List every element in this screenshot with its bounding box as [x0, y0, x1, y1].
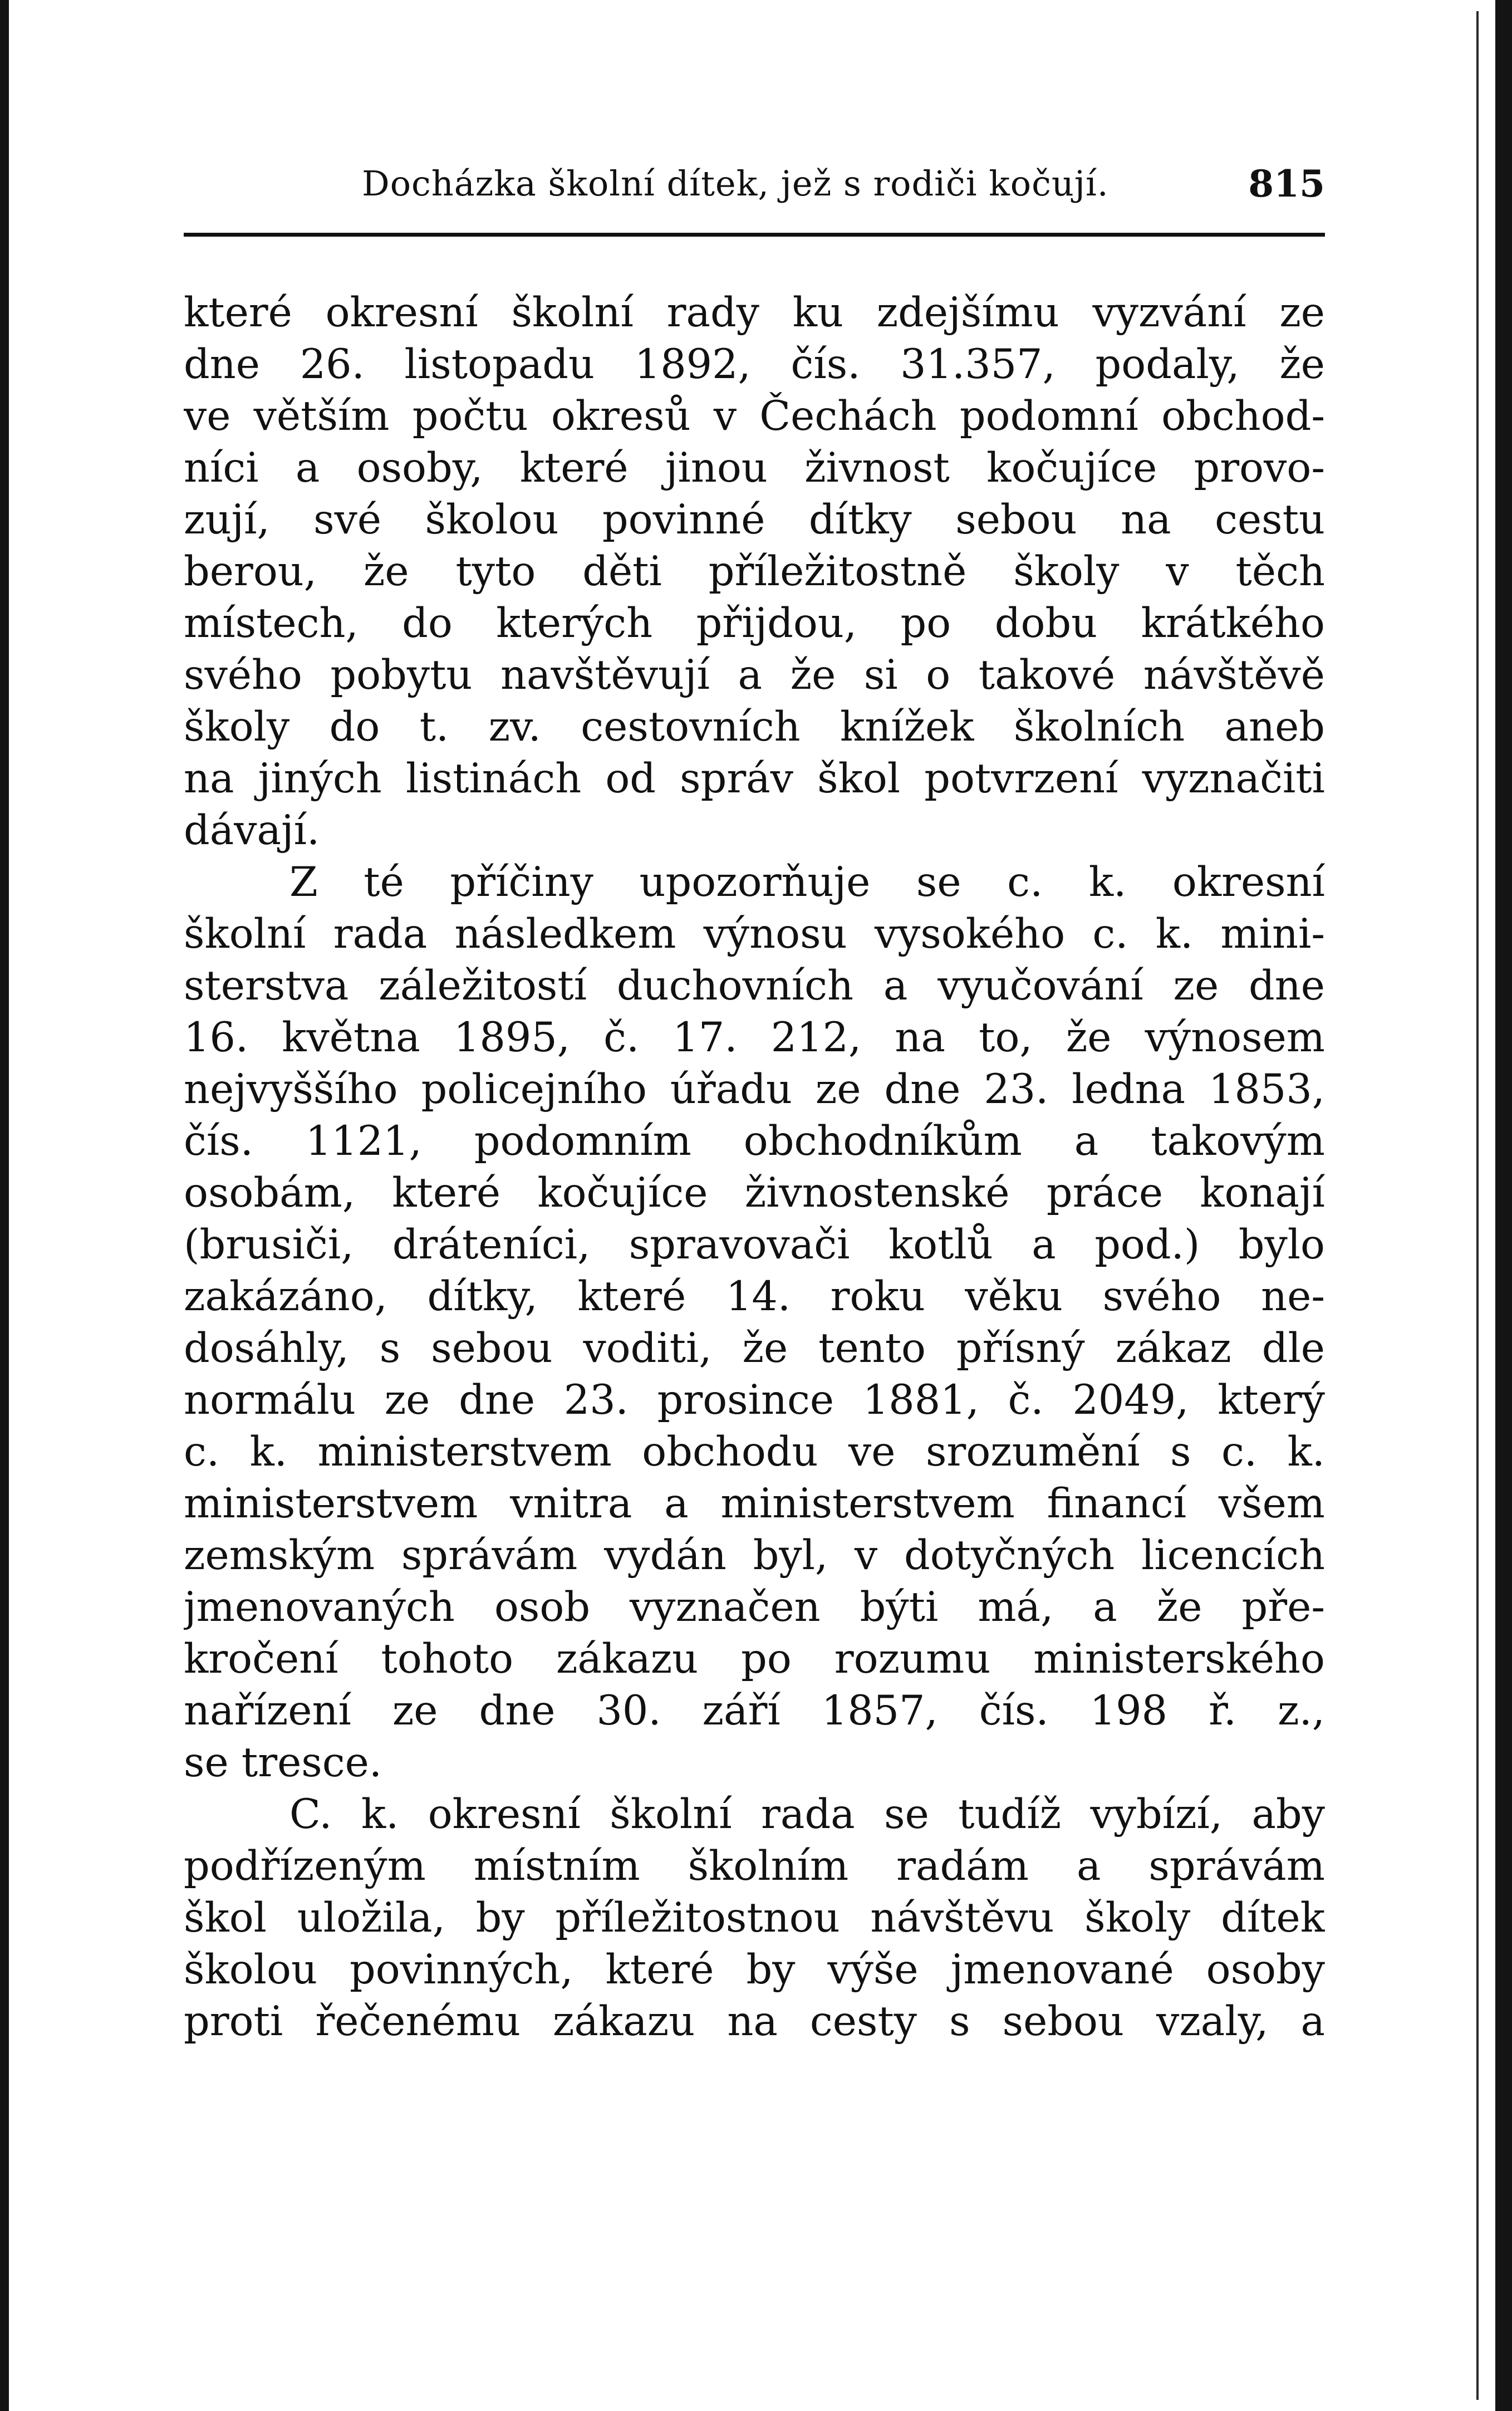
text-line: níci a osoby, které jinou živnost kočujíce provo-	[184, 444, 1325, 492]
text-line: osobám, které kočujíce živnostenské práce konají	[184, 1169, 1325, 1217]
text-line: normálu ze dne 23. prosince 1881, č. 2049, který	[184, 1376, 1325, 1424]
paragraph-first-line: Z té příčiny upozorňuje se c. k. okresní	[289, 859, 1325, 906]
paragraph-first-line: C. k. okresní školní rada se tudíž vybízí, aby	[289, 1791, 1325, 1838]
text-line: školy do t. zv. cestovních knížek školních aneb	[184, 703, 1325, 751]
text-line: 16. května 1895, č. 17. 212, na to, že výnosem	[184, 1014, 1325, 1061]
text-line: které okresní školní rady ku zdejšímu vyzvání ze	[184, 289, 1325, 336]
text-line: školou povinných, které by výše jmenované osoby	[184, 1946, 1325, 1993]
text-line: nařízení ze dne 30. září 1857, čís. 198 ř. z.,	[184, 1687, 1325, 1734]
scan-fold-line	[1476, 11, 1479, 2400]
running-title: Docházka školní dítek, jež s rodiči kočují.	[362, 163, 1109, 204]
text-line: podřízeným místním školním radám a správám	[184, 1842, 1325, 1890]
text-line: nejvyššího policejního úřadu ze dne 23. ledna 1853,	[184, 1066, 1325, 1113]
text-line: svého pobytu navštěvují a že si o takové návštěvě	[184, 651, 1325, 699]
scan-edge-right	[1495, 0, 1512, 2411]
text-line: berou, že tyto děti příležitostně školy v těch	[184, 548, 1325, 595]
paragraph-end-line: dávají.	[184, 807, 320, 854]
text-line: čís. 1121, podomním obchodníkům a takovým	[184, 1118, 1325, 1165]
text-line: dne 26. listopadu 1892, čís. 31.357, podaly, že	[184, 341, 1325, 388]
text-line: sterstva záležitostí duchovních a vyučování ze dne	[184, 962, 1325, 1010]
text-line: na jiných listinách od správ škol potvrzení vyznačiti	[184, 755, 1325, 802]
text-line: kročení tohoto zákazu po rozumu ministerského	[184, 1635, 1325, 1683]
page-number: 815	[1248, 162, 1325, 205]
text-line: zakázáno, dítky, které 14. roku věku svého ne-	[184, 1273, 1325, 1320]
text-line: školní rada následkem výnosu vysokého c. k. mini-	[184, 910, 1325, 958]
paragraph-end-line: se tresce.	[184, 1739, 382, 1786]
text-line: proti řečenému zákazu na cesty s sebou vzaly, a	[184, 1998, 1325, 2045]
text-line: (brusiči, dráteníci, spravovači kotlů a pod.) bylo	[184, 1221, 1325, 1268]
page-header	[184, 156, 1325, 212]
text-line: jmenovaných osob vyznačen býti má, a že pře-	[184, 1584, 1325, 1631]
header-rule	[184, 233, 1325, 237]
text-line: místech, do kterých přijdou, po dobu krátkého	[184, 600, 1325, 647]
scan-edge-left	[0, 0, 9, 2411]
text-line: ve větším počtu okresů v Čechách podomní obchod-	[184, 393, 1325, 440]
body-text	[184, 287, 1325, 2047]
text-line: dosáhly, s sebou voditi, že tento přísný zákaz dle	[184, 1325, 1325, 1372]
text-line: zují, své školou povinné dítky sebou na cestu	[184, 496, 1325, 543]
text-line: ministerstvem vnitra a ministerstvem financí všem	[184, 1480, 1325, 1527]
text-line: zemským správám vydán byl, v dotyčných licencích	[184, 1532, 1325, 1579]
text-line: škol uložila, by příležitostnou návštěvu školy dítek	[184, 1894, 1325, 1942]
text-line: c. k. ministerstvem obchodu ve srozumění s c. k.	[184, 1428, 1325, 1476]
